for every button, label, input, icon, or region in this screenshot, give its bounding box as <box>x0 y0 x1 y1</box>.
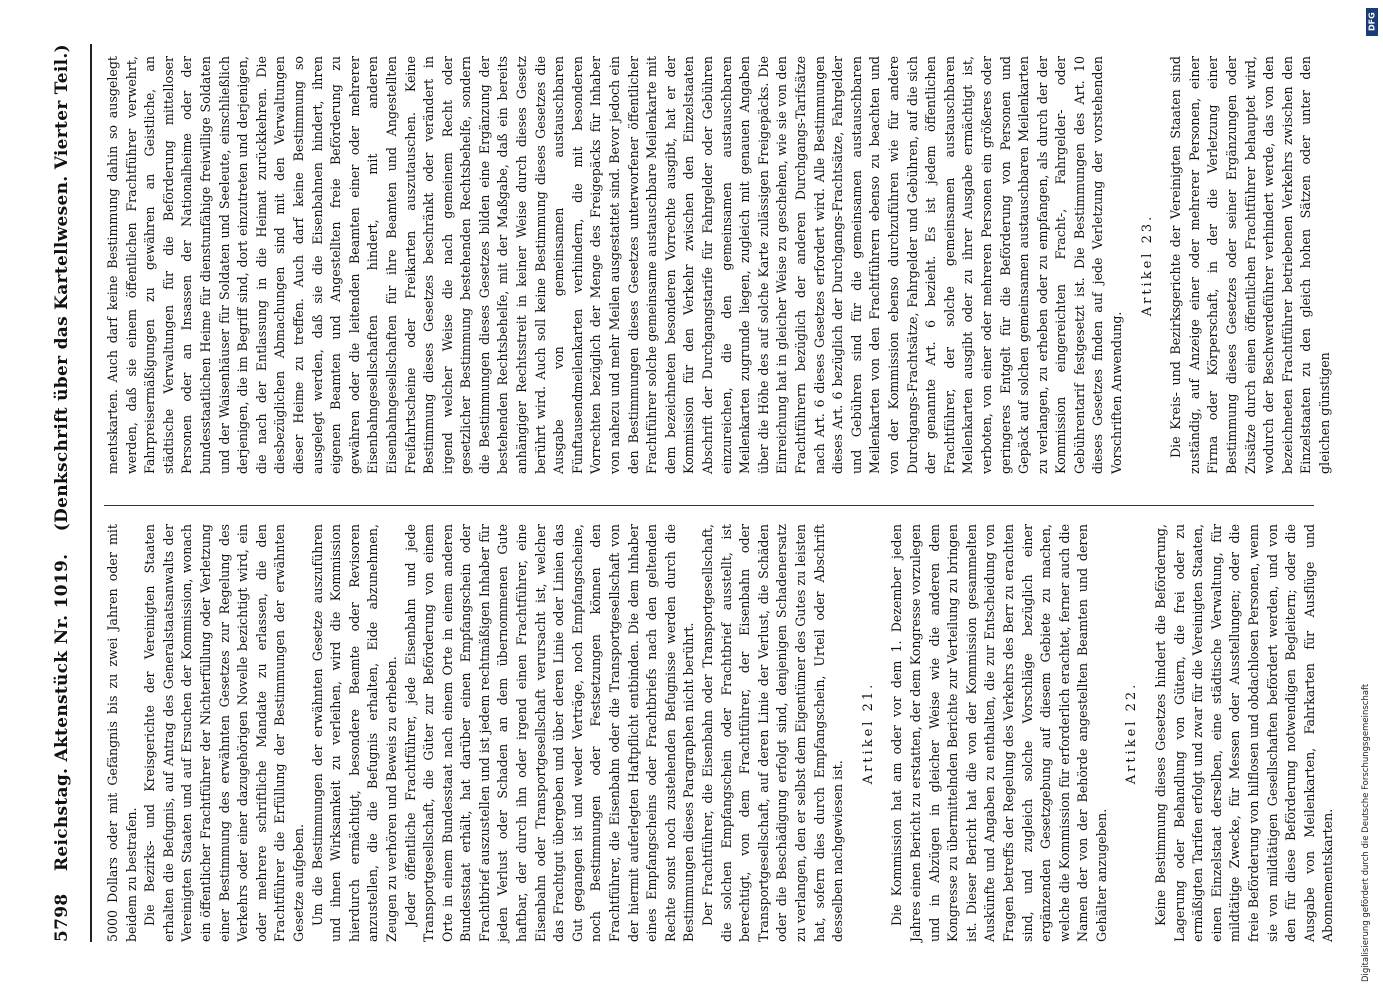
article-23-heading: Artikel 23. <box>1139 213 1155 317</box>
left-column <box>104 524 1336 942</box>
header-left-title: Reichstag. Aktenstück Nr. 1019. <box>52 553 72 872</box>
paragraph: 5000 Dollars oder mit Gefängnis bis zu zwei Jahren oder mit beidem zu bestrafen. <box>105 524 139 942</box>
paragraph: Um die Bestimmungen der erwähnten Gesetze auszuführen und ihnen Wirksamkeit zu verleihen, wird die Kommission hierdurch ermächtigt, besondere Beamte oder Revisoren anzustellen, die die Befugnis erhalten, Eide abzunehmen, Zeugen zu verhören und Beweis zu erheben. <box>309 524 399 942</box>
article-23-text: Die Kreis- und Bezirksgerichte der Vereinigten Staaten sind zuständig, auf Anzeige einer oder mehrerer Personen, einer Firma oder Körperschaft, in der die Verletzung einer Bestimmung dieses Gesetzes oder seiner Ergänzungen oder Zusätze durch einen öffentlichen Frachtführer behauptet wird, wodurch der Beschwerdeführer verhindert werde, das von den bezeichneten Frachtführer betriebenen Verkehrs zwischen den Einzelstaaten zu den gleich hohen Sätzen oder unter den gleichen günstigen <box>1168 56 1332 474</box>
running-header <box>52 44 86 942</box>
paragraph: Der Frachtführer, die Eisenbahn oder Transportgesellschaft, die solchen Empfangschein oder Frachtbrief ausstellt, ist berechtigt, von dem Frachtführer, der Eisenbahn oder Transportgesellschaft, auf deren Linie der Verlust, die Schäden oder die Beschädigung erfolgt sind, denjenigen Schadenersatz zu verlangen, den er selbst dem Eigentümer des Gutes zu leisten hat, sofern dies durch Empfangschein, Urteil oder Abschrift desselben nachgewiesen ist. <box>700 524 846 942</box>
dfg-logo-icon: DFG <box>1366 8 1378 36</box>
article-22-text: Keine Bestimmung dieses Gesetzes hindert die Beförderung, Lagerung oder Behandlung von Gütern, die frei oder zu ermäßigten Tarifen erfolgt und zwar für die Vereinigten Staaten, einen Einzelstaat derselben, eine städtische Verwaltung, für mildtätige Zwecke, für Messen oder Ausstellungen; oder die freie Beförderung von hilflosen und obdachlosen Personen, wenn sie von mildtätigen Gesellschaften befördert werden, und von den für diese Beförderung notwendigen Begleitern; oder die Ausgabe von Meilenkarten, Fahrkarten für Ausflüge und Abonnementskarten. <box>1153 524 1336 942</box>
column-divider <box>104 505 1314 506</box>
digitization-credit: Digitalisierung gefördert durch die Deutsche Forschungsgemeinschaft <box>1361 683 1371 982</box>
header-rule <box>90 44 92 942</box>
paragraph: Die Bezirks- und Kreisgerichte der Vereinigten Staaten erhalten die Befugnis, auf Antrag des Generalstaatsanwalts der Vereinigten Staaten und auf Ersuchen der Kommission, wonach ein öffentlicher Frachtführer der Nichterfüllung oder Verletzung einer Bestimmung des erwähnten Gesetzes zur Regelung des Verkehrs oder einer dazugehörigen Novelle bezichtigt wird, ein oder mehrere schriftliche Mandate zu erlassen, die den Frachtführer die Erfüllung der Bestimmungen der erwähnten Gesetze aufgeben. <box>142 524 306 942</box>
article-21-text: Die Kommission hat am oder vor dem 1. Dezember jeden Jahres einen Bericht zu erstatten, der dem Kongresse vorzulegen und in Abzügen in gleicher Weise wie die anderen dem Kongresse zu übermittelnden Berichte zur Verteilung zu bringen ist. Dieser Bericht hat die von der Kommission gesammelten Auskünfte und Angaben zu enthalten, die zur Entscheidung von Fragen betreffs der Regelung des Verkehrs des Berr zu erachten sind, und zugleich solche Vorschläge bezüglich einer ergänzenden Gesetzgebung auf diesem Gebiete zu machen, welche die Kommission für erforderlich erachtet, ferner auch die Namen der von der Behörde angestellten Beamten und deren Gehälter anzugeben. <box>889 524 1109 942</box>
paragraph: Jeder öffentliche Frachtführer, jede Eisenbahn und jede Transportgesellschaft, die Güter zur Beförderung von einem Orte in einem Bundesstaat nach einem Orte in einem anderen Bundesstaat erhält, hat darüber einen Empfangschein oder Frachtbrief auszustellen und ist jedem rechtmäßigen Inhaber für jeden Verlust oder Schaden an dem übernommenen Gute haftbar, der durch ihn oder irgend einen Frachtführer, eine Eisenbahn oder Transportgesellschaft verursacht ist, welcher das Frachtgut übergeben und über deren Linie oder Linien das Gut gegangen ist und weder Verträge, noch Empfangscheine, noch Bestimmungen oder Festsetzungen können den Frachtführer, die Eisenbahn oder die Transportgesellschaft von der hiermit auferlegten Haftpflicht entbinden. Die dem Inhaber eines Empfangscheins oder Frachtbriefs nach den geltenden Rechte sonst noch zustehenden Befugnisse werden durch die Bestimmungen dieses Paragraphen nicht berührt. <box>402 524 697 942</box>
header-right-title: (Denkschrift über das Kartellwesen. Vierter Teil.) <box>52 44 72 532</box>
paragraph: mentskarten. Auch darf keine Bestimmung dahin so ausgelegt werden, daß sie einem öffentlichen Frachtführer verwehrt, Fahrpreisermäßigungen zu gewähren an Geistliche, an städtische Verwaltungen für die Beförderung mittelloser Personen oder an Insassen der Nationalheime oder der bundesstaatlichen Heime für dienstunfähige freiwillige Soldaten und der Waisenhäuser für Soldaten und Seeleute, einschließlich derjenigen, die im Begriff sind, dort einzutreten und derjenigen, die nach der Entlassung in die Heimat zurückkehren. Die diesbezüglichen Abmachungen sind mit den Verwaltungen dieser Heime zu treffen. Auch darf keine Bestimmung so ausgelegt werden, daß sie die Eisenbahnen hindert, ihren eigenen Beamten und Angestellten freie Beförderung zu gewähren oder die leitenden Beamten einer oder mehrerer Eisenbahngesellschaften hindert, mit anderen Eisenbahngesellschaften für ihre Beamten und Angestellten Freifahrtscheine oder Freikarten auszutauschen. Keine Bestimmung dieses Gesetzes beschränkt oder verändert in irgend welcher Weise die nach gemeinem Recht oder gesetzlicher Bestimmung bestehenden Rechtsbehelfe, sondern die Bestimmungen dieses Gesetzes bilden eine Ergänzung der bestehenden Rechtsbehelfe, mit der Maßgabe, daß ein bereits anhängiger Rechtsstreit in keiner Weise durch dieses Gesetz berührt wird. Auch soll keine Bestimmung dieses Gesetzes die Ausgabe von gemeinsamen austauschbaren Fünftausendmeilenkarten verhindern, die mit besonderen Vorrechten bezüglich der Menge des Freigepäcks für Inhaber von nahezu und mehr Meilen ausgestattet sind. Bevor jedoch ein den Bestimmungen dieses Gesetzes unterworfener öffentlicher Frachtführer solche gemeinsame austauschbare Meilenkarte mit dem bezeichneten besonderen Vorrechte ausgibt, hat er der Kommission für den Verkehr zwischen den Einzelstaaten Abschrift der Durchgangstarife für Fahrgelder oder Gebühren einzureichen, die den gemeinsamen austauschbaren Meilenkarten zugrunde liegen, zugleich mit genauen Angaben über die Höhe des auf solche Karte zulässigen Freigepäcks. Die Einreichung hat in gleicher Weise zu geschehen, wie sie von den Frachtführern bezüglich der anderen Durchgangs-Tarifsätze nach Art. 6 dieses Gesetzes erfordert wird. Alle Bestimmungen dieses Art. 6 bezüglich der Durchgangs-Frachtsätze, Fahrgelder und Gebühren sind für die gemeinsamen austauschbaren Meilenkarten von den Frachtführern ebenso zu beachten und von der Kommission ebenso durchzuführen wie für andere Durchgangs-Frachtsätze, Fahrgelder und Gebühren, auf die sich der genannte Art. 6 bezieht. Es ist jedem öffentlichen Frachtführer, der solche gemeinsamen austauschbaren Meilenkarten ausgibt oder zu ihrer Ausgabe ermächtigt ist, verboten, von einer oder mehreren Personen ein größeres oder geringeres Entgelt für die Beförderung von Personen und Gepäck auf solchen gemeinsamen austauschbaren Meilenkarten zu verlangen, zu erheben oder zu empfangen, als durch der der Kommission eingereichten Fracht-, Fahrgelder- oder Gebührentarif festgesetzt ist. Die Bestimmungen des Art. 10 dieses Gesetzes finden auf jede Verletzung der vorstehenden Vorschriften Anwendung. <box>105 56 1125 474</box>
page-number: 5798 <box>52 893 72 942</box>
article-22-heading: Artikel 22. <box>1124 681 1140 785</box>
article-21-heading: Artikel 21. <box>860 681 876 785</box>
right-column <box>104 56 1332 474</box>
